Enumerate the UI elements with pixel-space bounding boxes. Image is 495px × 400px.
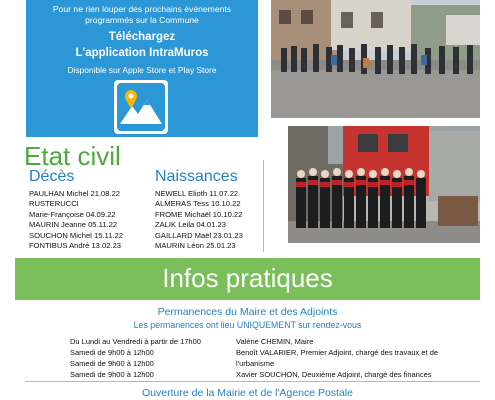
promo-intro-text xyxy=(26,4,258,26)
promo-availability-text: Disponible sur Apple Store et Play Store xyxy=(67,65,217,75)
intramuros-app-icon xyxy=(114,80,168,134)
list-item: MAURIN Jeanne 05.11.22 xyxy=(29,220,118,230)
hours-item: Samedi de 9h00 à 12h00 xyxy=(70,348,154,357)
etat-civil-title: Etat civil xyxy=(24,141,121,171)
person-item: l'urbanisme xyxy=(236,359,275,368)
infos-pratiques-title: Infos pratiques xyxy=(162,263,333,293)
list-item: MAURIN Léon 25.01.23 xyxy=(155,241,236,251)
hours-item: Samedi de 9h00 à 12h00 xyxy=(70,370,154,379)
promo-line-1: Pour ne rien louper des prochains événements xyxy=(52,4,232,14)
intramuros-promo-box xyxy=(26,0,258,137)
list-item: ALMERAS Tess 10.10.22 xyxy=(155,199,241,209)
list-item: SOUCHON Michel 15.11.22 xyxy=(29,230,123,240)
naissances-heading: Naissances xyxy=(155,168,238,185)
naissances-list xyxy=(155,189,243,251)
deces-heading: Décès xyxy=(29,168,75,185)
list-item: FONTIBUS André 13.02.23 xyxy=(29,241,122,251)
list-item: PAULHAN Michel 21.08.22 xyxy=(29,189,121,198)
promo-line-2: programmés sur la Commune xyxy=(85,15,199,25)
section-divider xyxy=(25,381,480,382)
list-item: GAILLARD Maël 23.01.23 xyxy=(155,230,243,240)
deces-list xyxy=(29,189,123,251)
list-item: ZALIK Leila 04.01.23 xyxy=(155,220,226,230)
promo-download-heading: Téléchargez xyxy=(108,31,176,43)
people-list xyxy=(236,336,476,380)
permanences-title: Permanences du Maire et des Adjoints xyxy=(157,306,338,318)
village-gathering-photo xyxy=(271,0,480,118)
person-item: Valérie CHEMIN, Maire xyxy=(236,337,314,346)
list-item: RUSTERUCCI xyxy=(29,199,79,209)
hours-item: Du Lundi au Vendredi à partir de 17h00 xyxy=(70,337,201,346)
ouverture-title: Ouverture de la Mairie et de l'Agence Postale xyxy=(142,387,353,399)
section-divider xyxy=(263,160,264,252)
promo-app-name: L'application IntraMuros xyxy=(75,47,209,59)
list-item: FROME Michaël 10.10.22 xyxy=(155,209,243,219)
hours-list xyxy=(70,336,201,380)
permanences-subtitle: Les permanences ont lieu UNIQUEMENT sur rendez-vous xyxy=(133,320,362,330)
person-item: Benoît VALARIER, Premier Adjoint, chargé des travaux et de xyxy=(236,348,439,357)
person-item: Xavier SOUCHON, Deuxième Adjoint, chargé des finances xyxy=(236,370,432,379)
list-item: Marie-Françoise 04.09.22 xyxy=(29,209,116,219)
list-item: NEWELL Elioth 11.07.22 xyxy=(155,189,239,198)
hours-item: Samedi de 9h00 à 12h00 xyxy=(70,359,154,368)
choir-performance-photo xyxy=(288,126,480,243)
